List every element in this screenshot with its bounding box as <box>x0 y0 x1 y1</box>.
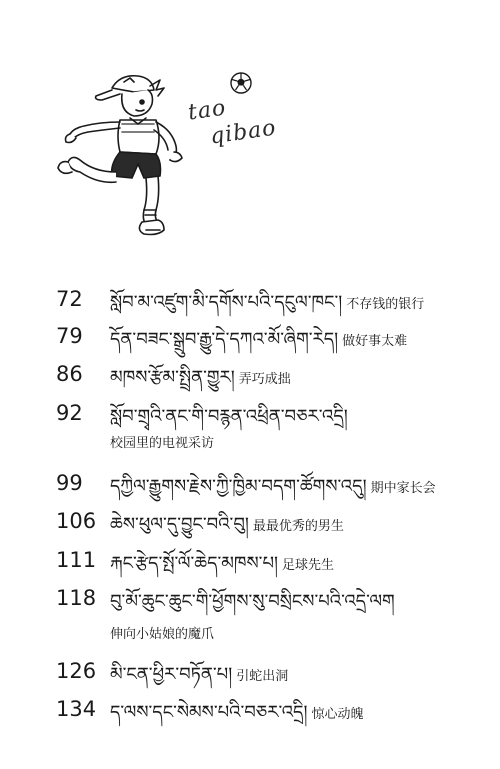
toc-entry <box>0 320 500 352</box>
entry-title-tibetan: སློབ་གྲྭའི་ནང་གི་བརྙན་འཕྲིན་བཅར་འདྲི། <box>110 406 348 427</box>
page-number: 106 <box>56 509 97 533</box>
entry-title-chinese: 期中家长会 <box>370 481 436 496</box>
page-number: 126 <box>56 659 97 683</box>
entry-title-tibetan: མི་ངན་ཕྱིར་བཏོན་པ། <box>110 664 233 685</box>
entry-title-chinese: 引蛇出洞 <box>236 669 289 684</box>
toc-entry <box>0 397 500 429</box>
entry-title-tibetan: ད་ལས་དང་སེམས་པའི་བཅར་འདྲི། <box>110 702 308 723</box>
entry-title-chinese: 伸向小姑娘的魔爪 <box>110 627 215 642</box>
toc-entry <box>0 358 500 390</box>
page-number: 72 <box>56 287 83 311</box>
entry-title-tibetan: མཁས་རྩོམ་སྤྲིན་གྱུར། <box>110 367 235 388</box>
entry-title-tibetan: ཆེས་ཕུལ་དུ་བྱུང་བའི་བུ། <box>110 514 249 535</box>
page-number: 111 <box>56 548 97 572</box>
toc-entry <box>0 655 500 687</box>
entry-title-tibetan: དཀྱིལ་རྒྱུགས་རྗེས་ཀྱི་ཁྱིམ་བདག་ཚོགས་འདུ། <box>110 476 367 497</box>
entry-title-chinese: 惊心动魄 <box>311 707 364 722</box>
toc-entry <box>0 283 500 315</box>
entry-title-chinese: 做好事太难 <box>342 334 408 349</box>
entry-title-chinese: 弄巧成拙 <box>238 372 291 387</box>
page-number: 99 <box>56 471 83 495</box>
page-number: 118 <box>56 586 97 610</box>
entry-title-tibetan: བུ་མོ་ཆུང་ཆུང་གི་ཕྱོགས་སུ་བསྲིངས་པའི་འདྲེ་ལག <box>110 591 395 612</box>
page-number: 86 <box>56 362 83 386</box>
toc-entry <box>0 693 500 725</box>
page-number: 134 <box>56 697 97 721</box>
page-number: 92 <box>56 401 83 425</box>
entry-title-chinese: 足球先生 <box>281 558 334 573</box>
page-number: 79 <box>56 324 83 348</box>
entry-title-chinese: 校园里的电视采访 <box>110 436 215 451</box>
toc-entry <box>0 467 500 499</box>
entry-title-tibetan: དོན་བཟང་སྒྲུབ་རྒྱུ་དེ་དཀའ་མོ་ཞིག་རེད། <box>110 329 339 350</box>
toc-entry <box>0 544 500 576</box>
toc-entry <box>0 582 500 614</box>
entry-title-tibetan: རྐང་རྩེད་སྤོ་ལོ་ཆེད་མཁས་པ། <box>110 553 278 574</box>
entry-title-tibetan: སློབ་མ་འཛུག་མི་དགོས་པའི་དངུལ་ཁང་། <box>110 292 343 313</box>
logo-text-line2: qibao <box>208 115 278 150</box>
entry-title-chinese: 最最优秀的男生 <box>252 519 344 534</box>
toc-entry <box>0 505 500 537</box>
entry-title-chinese: 不存钱的银行 <box>346 297 425 312</box>
entry-title <box>110 693 363 743</box>
logo-text-line1: tao <box>186 95 228 126</box>
